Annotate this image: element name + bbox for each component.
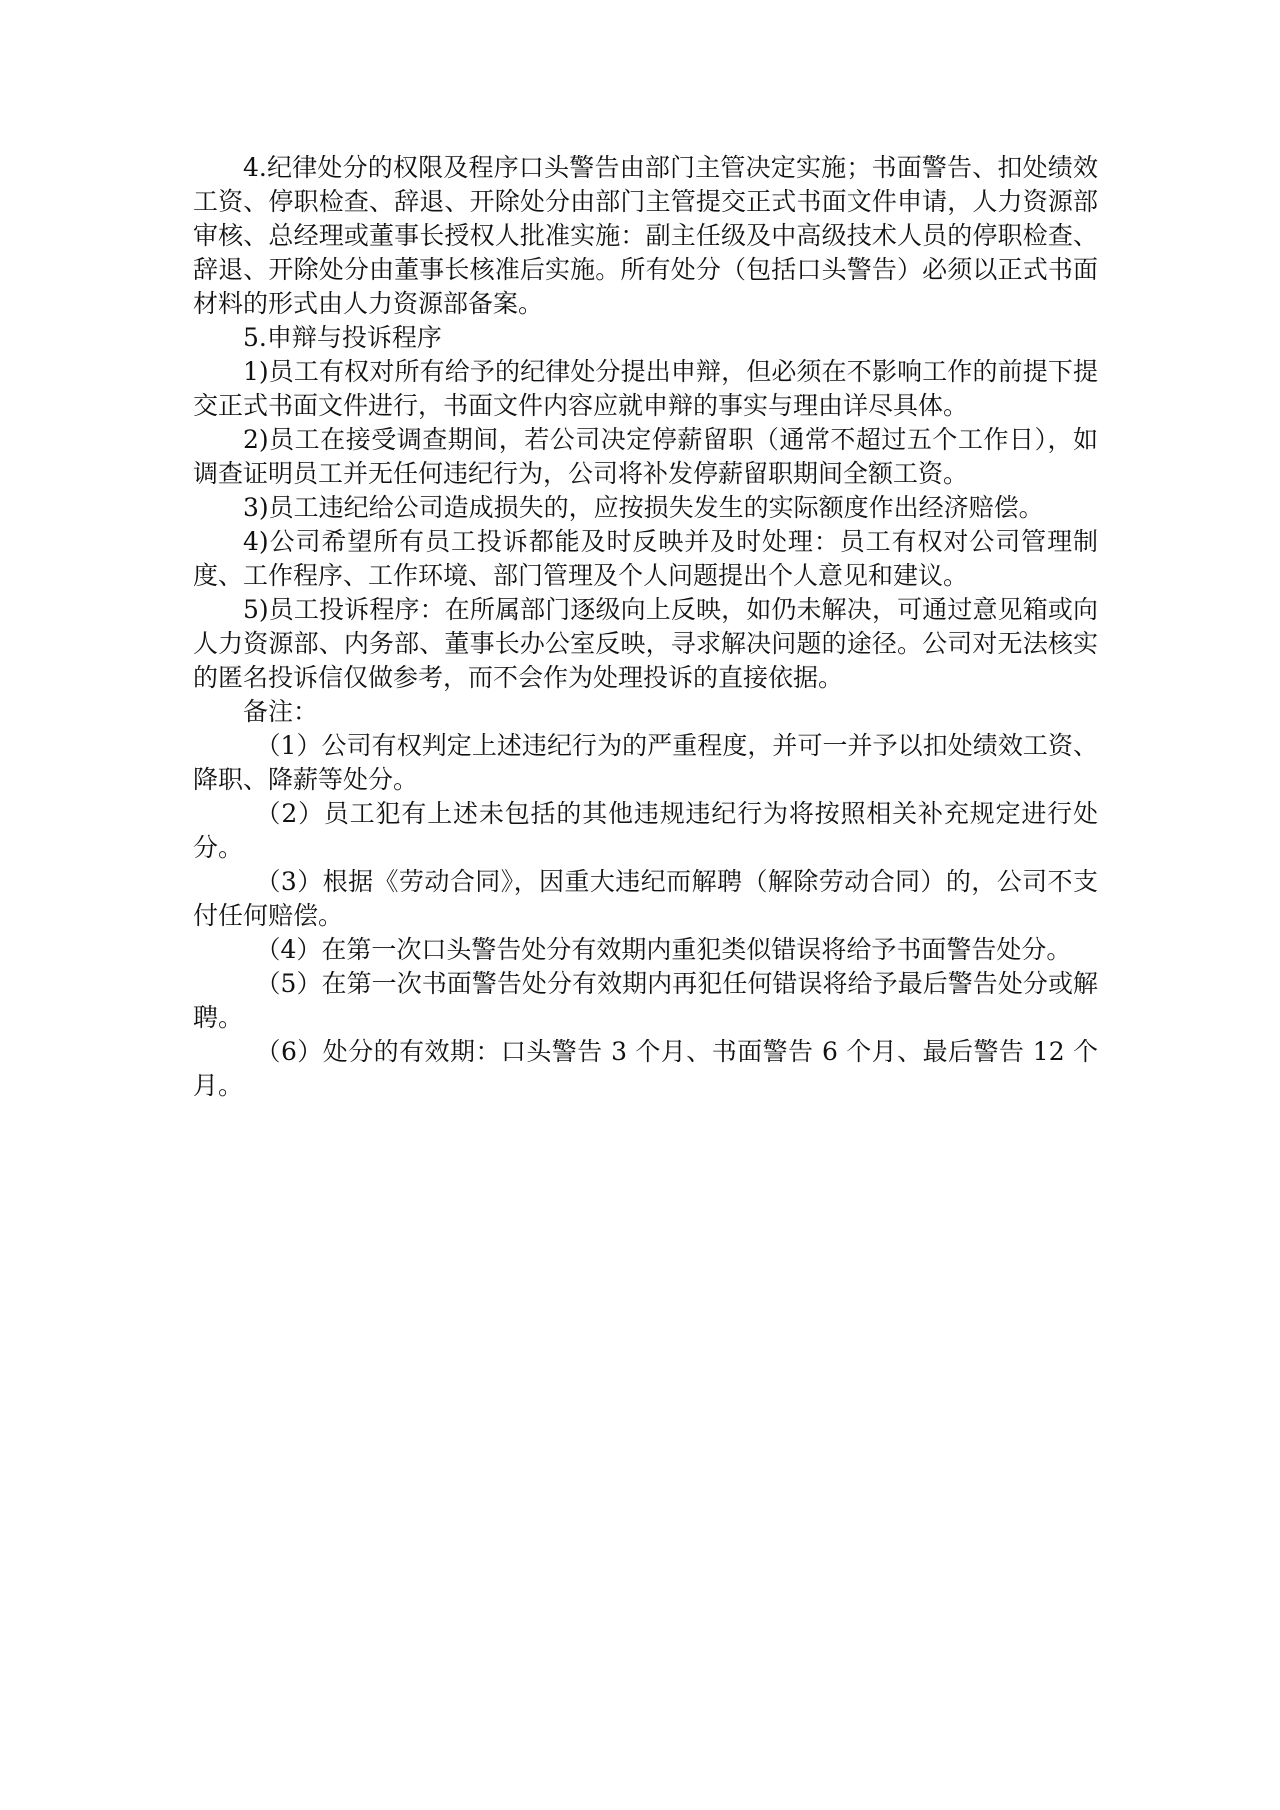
section-5-heading: 5.申辩与投诉程序	[243, 323, 442, 352]
appeal-item-1: 1)员工有权对所有给予的纪律处分提出申辩，但必须在不影响工作的前提下提交正式书面文件进行，书面文件内容应就申辩的事实与理由详尽具体。	[193, 357, 1098, 420]
appeal-item-2: 2)员工在接受调查期间，若公司决定停薪留职（通常不超过五个工作日），如调查证明员工并无任何违纪行为，公司将补发停薪留职期间全额工资。	[193, 425, 1098, 488]
appeal-item-3: 3)员工违纪给公司造成损失的，应按损失发生的实际额度作出经济赔偿。	[243, 493, 1044, 522]
document-body	[193, 151, 1098, 1103]
note-3: （3）根据《劳动合同》，因重大违纪而解聘（解除劳动合同）的，公司不支付任何赔偿。	[193, 867, 1098, 930]
notes-heading: 备注：	[243, 697, 319, 726]
note-2: （2）员工犯有上述未包括的其他违规违纪行为将按照相关补充规定进行处分。	[193, 799, 1098, 862]
note-4: （4）在第一次口头警告处分有效期内重犯类似错误将给予书面警告处分。	[255, 935, 1072, 964]
appeal-item-4: 4)公司希望所有员工投诉都能及时反映并及时处理：员工有权对公司管理制度、工作程序、工作环境、部门管理及个人问题提出个人意见和建议。	[193, 527, 1098, 590]
appeal-item-5: 5)员工投诉程序：在所属部门逐级向上反映，如仍未解决，可通过意见箱或向人力资源部、内务部、董事长办公室反映，寻求解决问题的途径。公司对无法核实的匿名投诉信仅做参考，而不会作为处理投诉的直接依据。	[193, 595, 1098, 692]
section-4-paragraph: 4.纪律处分的权限及程序口头警告由部门主管决定实施；书面警告、扣处绩效工资、停职检查、辞退、开除处分由部门主管提交正式书面文件申请，人力资源部审核、总经理或董事长授权人批准实施：副主任级及中高级技术人员的停职检查、辞退、开除处分由董事长核准后实施。所有处分（包括口头警告）必须以正式书面材料的形式由人力资源部备案。	[193, 153, 1098, 318]
note-1: （1）公司有权判定上述违纪行为的严重程度，并可一并予以扣处绩效工资、降职、降薪等处分。	[193, 731, 1098, 794]
note-6: （6）处分的有效期：口头警告 3 个月、书面警告 6 个月、最后警告 12 个月。	[193, 1037, 1098, 1100]
note-5: （5）在第一次书面警告处分有效期内再犯任何错误将给予最后警告处分或解聘。	[193, 969, 1098, 1032]
